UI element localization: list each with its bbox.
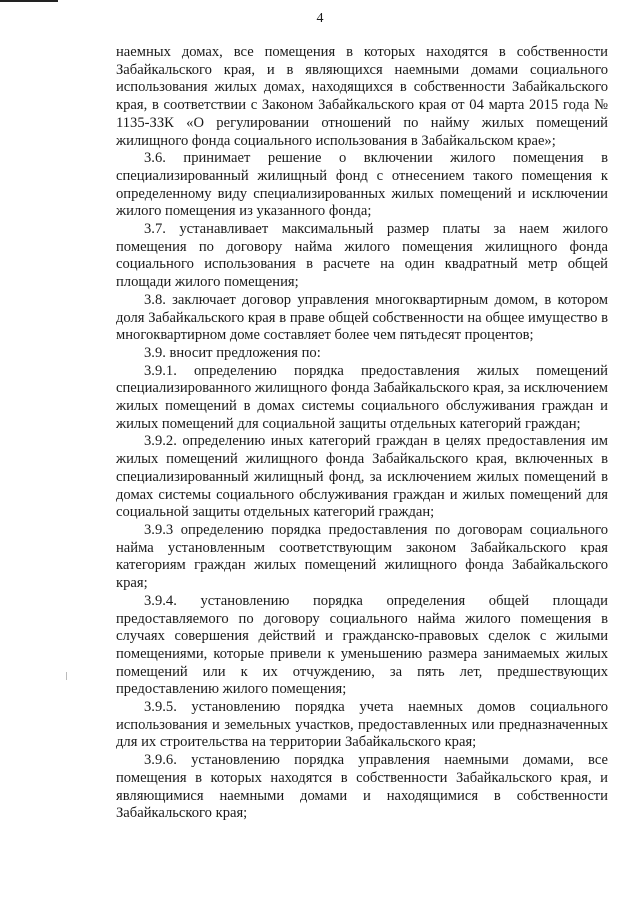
paragraph-3-9-6: 3.9.6. установлению порядка управления наемными домами, все помещения в которых находятся в собственности Забайкальского края, и являющимися наемными домами и находящимися в собственности Забайкальского края; — [116, 752, 608, 822]
paragraph-3-7: 3.7. устанавливает максимальный размер платы за наем жилого помещения по договору найма жилого помещения жилищного фонда социального использования в расчете на один квадратный метр общей площади жилого помещения; — [116, 221, 608, 291]
paragraph-3-9-2: 3.9.2. определению иных категорий граждан в целях предоставления им жилых помещений жилищного фонда Забайкальского края, включенных в специализированный жилищный фонд, за исключением жилых помещений в домах системы социального обслуживания граждан и жилых помещений для социальной защиты отдельных категорий граждан; — [116, 433, 608, 521]
page-number: 4 — [316, 11, 324, 26]
paragraph-3-9-4: 3.9.4. установлению порядка определения общей площади предоставляемого по договору социального найма жилого помещения в случаях совершения действий и гражданско-правовых сделок с жилыми помещениями, которые привели к уменьшению размера занимаемых жилых помещений или к их отчуждению, за пять лет, предшествующих предоставлению жилого помещения; — [116, 592, 608, 698]
paragraph-3-8: 3.8. заключает договор управления многоквартирным домом, в котором доля Забайкальского края в праве общей собственности на общее имущество в многоквартирном доме составляет более чем пятьдесят процентов; — [116, 291, 608, 344]
document-body — [116, 44, 608, 823]
paragraph-3-9: 3.9. вносит предложения по: — [144, 344, 321, 361]
paragraph-3-9-5: 3.9.5. установлению порядка учета наемных домов социального использования и земельных участков, предоставленных или предназначенных для их строительства на территории Забайкальского края; — [116, 699, 608, 751]
paragraph-3-9-1: 3.9.1. определению порядка предоставления жилых помещений специализированного жилищного фонда Забайкальского края, за исключением жилых помещений в домах системы социального обслуживания граждан и жилых помещений для социальной защиты отдельных категорий граждан; — [116, 362, 608, 432]
top-edge-mark — [0, 0, 58, 2]
paragraph-continuation: наемных домах, все помещения в которых находятся в собственности Забайкальского края, и в являющихся наемными домами социального использования жилых домах, находящихся в собственности Забайкальского края, в соответствии с Законом Забайкальского края от 04 марта 2015 года № 1135-ЗЗК «О регулировании отношений по найму жилых помещений жилищного фонда социального использования в Забайкальском крае»; — [116, 44, 608, 149]
paragraph-3-9-3: 3.9.3 определению порядка предоставления по договорам социального найма установленным соответствующим законом Забайкальского края категориям граждан жилых помещений жилищного фонда Забайкальского края; — [116, 521, 608, 592]
scan-artifact — [66, 672, 67, 680]
paragraph-3-6: 3.6. принимает решение о включении жилого помещения в специализированный жилищный фонд с отнесением такого помещения к определенному виду специализированных жилых помещений и исключении жилого помещения из указанного фонда; — [116, 150, 608, 220]
